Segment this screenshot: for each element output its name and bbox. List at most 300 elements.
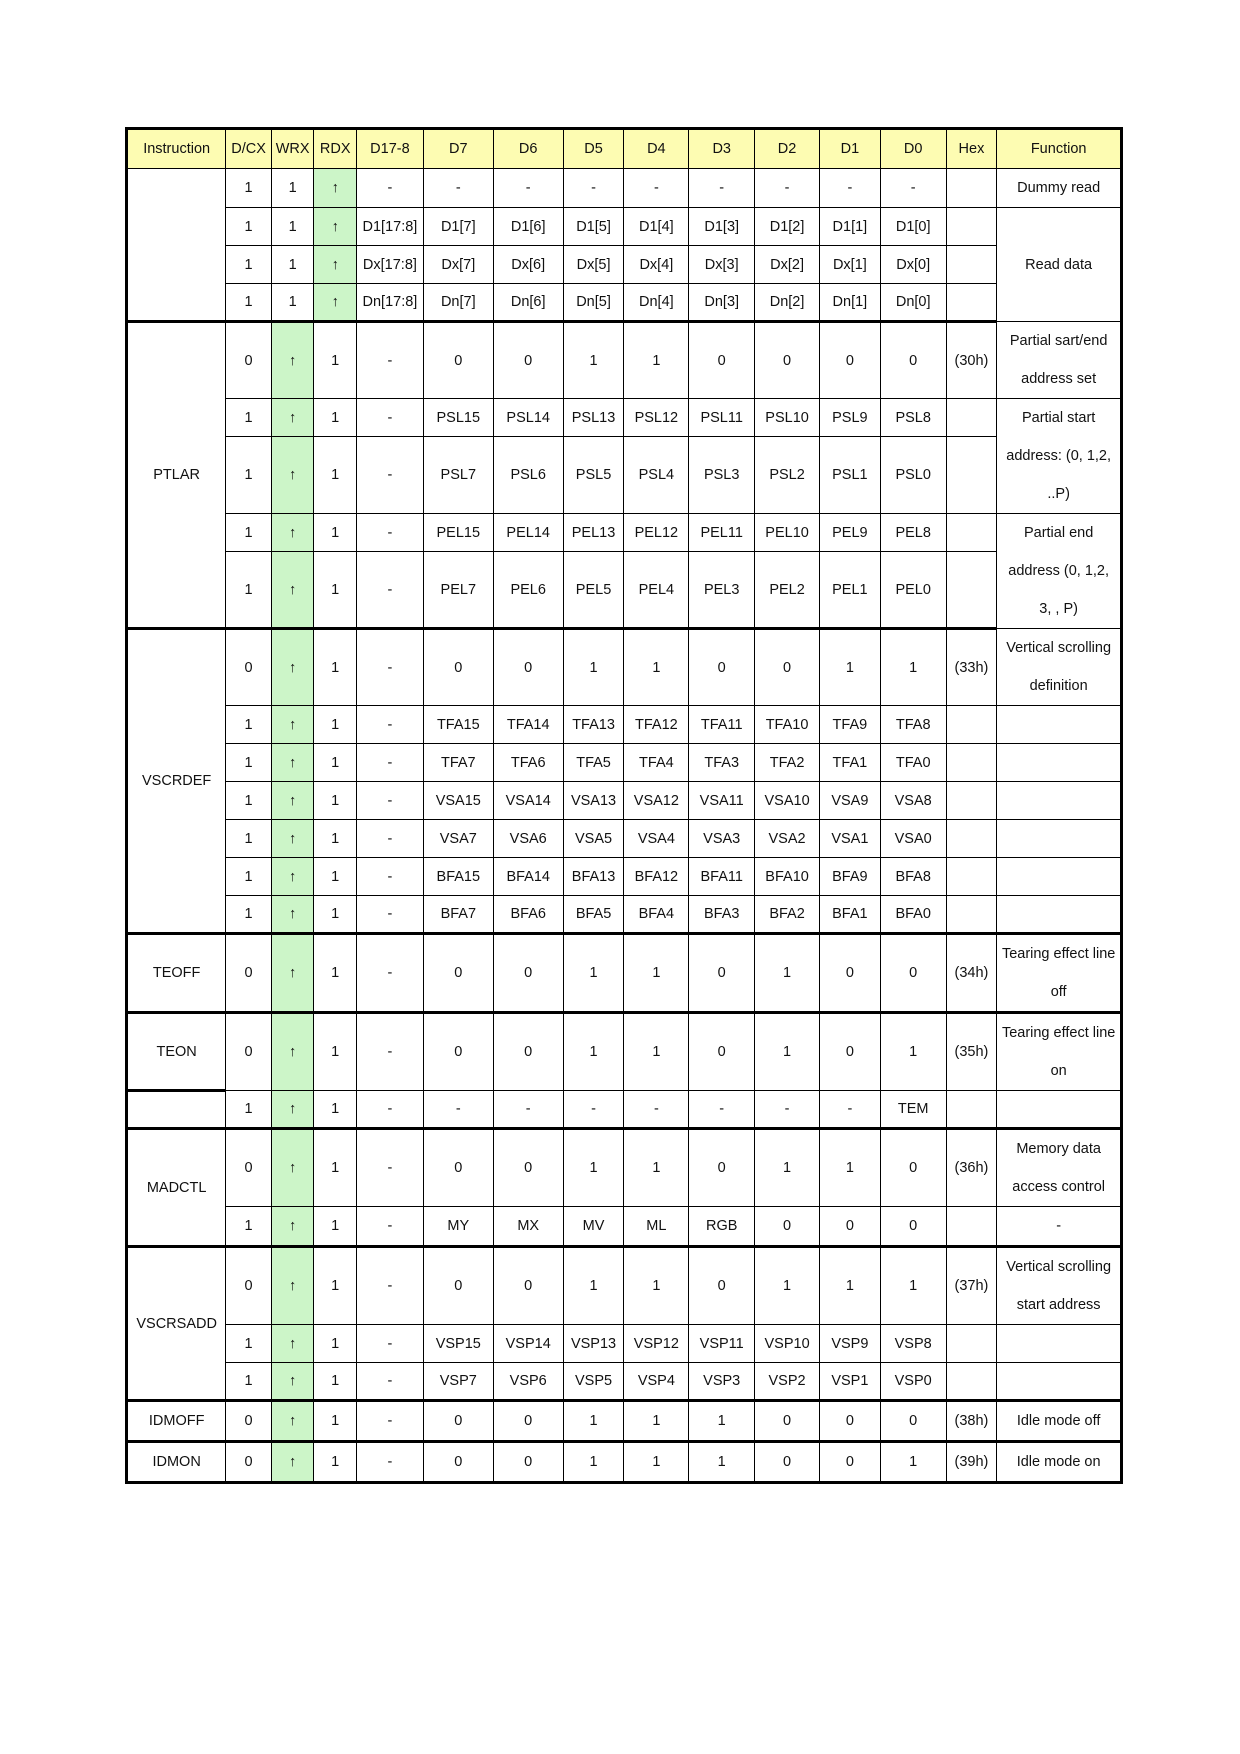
d7-cell: D1[7] (423, 208, 493, 246)
header-d7: D7 (423, 129, 493, 169)
d7-cell: PSL7 (423, 437, 493, 514)
d4-cell: VSP4 (624, 1363, 689, 1401)
header-d4: D4 (624, 129, 689, 169)
d7-cell: PEL7 (423, 552, 493, 629)
d3-cell: VSP3 (689, 1363, 755, 1401)
d178-cell: Dx[17:8] (356, 246, 423, 284)
d5-cell: 1 (563, 629, 624, 706)
rdx-cell: 1 (314, 1325, 357, 1363)
d3-cell: 1 (689, 1401, 755, 1442)
d7-cell: PEL15 (423, 514, 493, 552)
d6-cell: VSP14 (493, 1325, 563, 1363)
d2-cell: 0 (755, 322, 820, 399)
table-row (127, 1401, 1122, 1442)
wrx-cell: ↑ (271, 1442, 314, 1483)
d6-cell: BFA14 (493, 858, 563, 896)
d0-cell: PEL8 (880, 514, 946, 552)
d3-cell: 0 (689, 629, 755, 706)
d0-cell: VSP0 (880, 1363, 946, 1401)
d4-cell: Dn[4] (624, 284, 689, 322)
d0-cell: VSA0 (880, 820, 946, 858)
header-d3: D3 (689, 129, 755, 169)
d6-cell: - (493, 1091, 563, 1129)
d6-cell: VSA14 (493, 782, 563, 820)
instruction-cell: IDMON (127, 1442, 226, 1483)
d6-cell: VSA6 (493, 820, 563, 858)
d2-cell: 1 (755, 1129, 820, 1207)
d4-cell: 1 (624, 322, 689, 399)
rdx-cell: 1 (314, 322, 357, 399)
d6-cell: MX (493, 1207, 563, 1247)
dcx-cell: 1 (226, 399, 272, 437)
rdx-cell: ↑ (314, 246, 357, 284)
d2-cell: PEL10 (755, 514, 820, 552)
table-row (127, 1207, 1122, 1247)
hex-cell (946, 782, 997, 820)
d3-cell: PSL11 (689, 399, 755, 437)
wrx-cell: ↑ (271, 552, 314, 629)
wrx-cell: ↑ (271, 1091, 314, 1129)
table-row (127, 744, 1122, 782)
d4-cell: PEL4 (624, 552, 689, 629)
dcx-cell: 0 (226, 1129, 272, 1207)
d7-cell: 0 (423, 1013, 493, 1091)
wrx-cell: ↑ (271, 896, 314, 934)
d5-cell: - (563, 169, 624, 208)
hex-cell (946, 1091, 997, 1129)
d5-cell: 1 (563, 1401, 624, 1442)
d7-cell: - (423, 169, 493, 208)
header-row (127, 129, 1122, 169)
d1-cell: VSA9 (819, 782, 880, 820)
table-row (127, 322, 1122, 399)
wrx-cell: 1 (271, 246, 314, 284)
d178-cell: - (356, 1442, 423, 1483)
d6-cell: - (493, 169, 563, 208)
wrx-cell: 1 (271, 169, 314, 208)
d2-cell: TFA2 (755, 744, 820, 782)
d178-cell: - (356, 858, 423, 896)
d178-cell: - (356, 744, 423, 782)
d5-cell: 1 (563, 1013, 624, 1091)
d0-cell: D1[0] (880, 208, 946, 246)
hex-cell (946, 284, 997, 322)
d1-cell: PSL1 (819, 437, 880, 514)
table-row (127, 858, 1122, 896)
dcx-cell: 0 (226, 322, 272, 399)
table-row (127, 934, 1122, 1013)
d0-cell: 0 (880, 1401, 946, 1442)
d1-cell: TFA1 (819, 744, 880, 782)
header-d17-8: D17-8 (356, 129, 423, 169)
d0-cell: VSA8 (880, 782, 946, 820)
hex-cell (946, 706, 997, 744)
wrx-cell: ↑ (271, 1247, 314, 1325)
wrx-cell: ↑ (271, 934, 314, 1013)
d5-cell: 1 (563, 1442, 624, 1483)
d4-cell: D1[4] (624, 208, 689, 246)
d4-cell: 1 (624, 1247, 689, 1325)
header-d6: D6 (493, 129, 563, 169)
d2-cell: BFA10 (755, 858, 820, 896)
d6-cell: PSL6 (493, 437, 563, 514)
d5-cell: TFA13 (563, 706, 624, 744)
d3-cell: 0 (689, 1013, 755, 1091)
d178-cell: - (356, 782, 423, 820)
d4-cell: PSL4 (624, 437, 689, 514)
rdx-cell: 1 (314, 399, 357, 437)
wrx-cell: ↑ (271, 1363, 314, 1401)
d1-cell: 0 (819, 934, 880, 1013)
function-cell (997, 1091, 1122, 1129)
instruction-cell: VSCRSADD (127, 1247, 226, 1401)
hex-cell (946, 514, 997, 552)
table-row (127, 437, 1122, 514)
d2-cell: PSL10 (755, 399, 820, 437)
dcx-cell: 1 (226, 1207, 272, 1247)
d5-cell: VSP5 (563, 1363, 624, 1401)
d5-cell: PSL5 (563, 437, 624, 514)
table-row (127, 706, 1122, 744)
d6-cell: 0 (493, 629, 563, 706)
d7-cell: VSP15 (423, 1325, 493, 1363)
function-cell: Dummy read (997, 169, 1122, 208)
wrx-cell: ↑ (271, 399, 314, 437)
function-cell: Read data (997, 208, 1122, 322)
d5-cell: VSA5 (563, 820, 624, 858)
d1-cell: PEL1 (819, 552, 880, 629)
d6-cell: Dn[6] (493, 284, 563, 322)
function-cell (997, 858, 1122, 896)
d1-cell: VSP9 (819, 1325, 880, 1363)
d6-cell: Dx[6] (493, 246, 563, 284)
rdx-cell: ↑ (314, 208, 357, 246)
d5-cell: D1[5] (563, 208, 624, 246)
hex-cell: (30h) (946, 322, 997, 399)
dcx-cell: 1 (226, 169, 272, 208)
d3-cell: PSL3 (689, 437, 755, 514)
d4-cell: PSL12 (624, 399, 689, 437)
d178-cell: - (356, 934, 423, 1013)
rdx-cell: ↑ (314, 169, 357, 208)
d178-cell: - (356, 1013, 423, 1091)
table-row (127, 208, 1122, 246)
dcx-cell: 1 (226, 782, 272, 820)
function-cell: Tearing effect line on (997, 1013, 1122, 1091)
header-instruction: Instruction (127, 129, 226, 169)
function-cell (997, 744, 1122, 782)
dcx-cell: 1 (226, 858, 272, 896)
d1-cell: - (819, 169, 880, 208)
d1-cell: D1[1] (819, 208, 880, 246)
d0-cell: 1 (880, 1442, 946, 1483)
d6-cell: D1[6] (493, 208, 563, 246)
d178-cell: D1[17:8] (356, 208, 423, 246)
d1-cell: Dx[1] (819, 246, 880, 284)
d2-cell: - (755, 1091, 820, 1129)
d0-cell: 1 (880, 629, 946, 706)
d0-cell: 1 (880, 1013, 946, 1091)
d178-cell: - (356, 437, 423, 514)
d3-cell: Dx[3] (689, 246, 755, 284)
dcx-cell: 1 (226, 1363, 272, 1401)
d0-cell: 1 (880, 1247, 946, 1325)
d7-cell: PSL15 (423, 399, 493, 437)
rdx-cell: 1 (314, 1013, 357, 1091)
d7-cell: VSA15 (423, 782, 493, 820)
d6-cell: PEL6 (493, 552, 563, 629)
d5-cell: PEL5 (563, 552, 624, 629)
d6-cell: 0 (493, 934, 563, 1013)
d6-cell: PEL14 (493, 514, 563, 552)
d0-cell: TFA0 (880, 744, 946, 782)
d7-cell: BFA15 (423, 858, 493, 896)
d178-cell: - (356, 169, 423, 208)
d4-cell: 1 (624, 1013, 689, 1091)
d1-cell: 0 (819, 322, 880, 399)
d0-cell: BFA0 (880, 896, 946, 934)
d1-cell: 0 (819, 1401, 880, 1442)
d178-cell: - (356, 1401, 423, 1442)
function-cell (997, 782, 1122, 820)
hex-cell (946, 399, 997, 437)
d7-cell: 0 (423, 1129, 493, 1207)
d178-cell: - (356, 1363, 423, 1401)
d7-cell: 0 (423, 1401, 493, 1442)
d1-cell: 0 (819, 1442, 880, 1483)
d178-cell: - (356, 1091, 423, 1129)
dcx-cell: 1 (226, 820, 272, 858)
d0-cell: Dn[0] (880, 284, 946, 322)
instruction-cell: MADCTL (127, 1129, 226, 1247)
instruction-cell: TEOFF (127, 934, 226, 1013)
d5-cell: VSA13 (563, 782, 624, 820)
d178-cell: - (356, 322, 423, 399)
d2-cell: 1 (755, 1013, 820, 1091)
wrx-cell: ↑ (271, 1401, 314, 1442)
hex-cell (946, 246, 997, 284)
d6-cell: 0 (493, 1013, 563, 1091)
d178-cell: - (356, 706, 423, 744)
d5-cell: PEL13 (563, 514, 624, 552)
d0-cell: - (880, 169, 946, 208)
d1-cell: BFA9 (819, 858, 880, 896)
rdx-cell: 1 (314, 1247, 357, 1325)
hex-cell: (33h) (946, 629, 997, 706)
rdx-cell: ↑ (314, 284, 357, 322)
wrx-cell: ↑ (271, 1325, 314, 1363)
d4-cell: 1 (624, 1442, 689, 1483)
d6-cell: 0 (493, 1401, 563, 1442)
function-cell (997, 820, 1122, 858)
d1-cell: PEL9 (819, 514, 880, 552)
function-cell: Partial sart/end address set (997, 322, 1122, 399)
d4-cell: 1 (624, 1401, 689, 1442)
d4-cell: 1 (624, 934, 689, 1013)
rdx-cell: 1 (314, 629, 357, 706)
d0-cell: PSL0 (880, 437, 946, 514)
d5-cell: 1 (563, 934, 624, 1013)
d5-cell: BFA13 (563, 858, 624, 896)
d178-cell: - (356, 1207, 423, 1247)
function-cell: Partial end address (0, 1,2, 3, , P) (997, 514, 1122, 629)
d0-cell: PEL0 (880, 552, 946, 629)
d7-cell: MY (423, 1207, 493, 1247)
d5-cell: BFA5 (563, 896, 624, 934)
d5-cell: 1 (563, 1247, 624, 1325)
header-d2: D2 (755, 129, 820, 169)
d6-cell: TFA6 (493, 744, 563, 782)
d1-cell: 1 (819, 1247, 880, 1325)
hex-cell: (38h) (946, 1401, 997, 1442)
d7-cell: TFA15 (423, 706, 493, 744)
d2-cell: D1[2] (755, 208, 820, 246)
d0-cell: 0 (880, 322, 946, 399)
d2-cell: VSA2 (755, 820, 820, 858)
rdx-cell: 1 (314, 782, 357, 820)
d0-cell: VSP8 (880, 1325, 946, 1363)
d4-cell: 1 (624, 629, 689, 706)
d4-cell: Dx[4] (624, 246, 689, 284)
table-row (127, 246, 1122, 284)
d2-cell: TFA10 (755, 706, 820, 744)
rdx-cell: 1 (314, 1091, 357, 1129)
table-row (127, 1013, 1122, 1091)
wrx-cell: ↑ (271, 629, 314, 706)
d4-cell: - (624, 169, 689, 208)
dcx-cell: 0 (226, 1247, 272, 1325)
d1-cell: TFA9 (819, 706, 880, 744)
d6-cell: VSP6 (493, 1363, 563, 1401)
d3-cell: 0 (689, 1247, 755, 1325)
d1-cell: 0 (819, 1207, 880, 1247)
d3-cell: VSP11 (689, 1325, 755, 1363)
hex-cell (946, 820, 997, 858)
table-row (127, 1442, 1122, 1483)
rdx-cell: 1 (314, 1401, 357, 1442)
function-cell (997, 706, 1122, 744)
d178-cell: - (356, 896, 423, 934)
wrx-cell: ↑ (271, 1207, 314, 1247)
d0-cell: 0 (880, 934, 946, 1013)
d178-cell: - (356, 514, 423, 552)
header-d5: D5 (563, 129, 624, 169)
function-cell: Memory data access control (997, 1129, 1122, 1207)
table-row (127, 896, 1122, 934)
d3-cell: D1[3] (689, 208, 755, 246)
rdx-cell: 1 (314, 1129, 357, 1207)
header-d1: D1 (819, 129, 880, 169)
d5-cell: TFA5 (563, 744, 624, 782)
wrx-cell: ↑ (271, 858, 314, 896)
function-cell (997, 896, 1122, 934)
command-table (125, 127, 1123, 1484)
d2-cell: Dx[2] (755, 246, 820, 284)
dcx-cell: 1 (226, 744, 272, 782)
table-row (127, 1363, 1122, 1401)
wrx-cell: ↑ (271, 1129, 314, 1207)
rdx-cell: 1 (314, 820, 357, 858)
d178-cell: - (356, 1325, 423, 1363)
d7-cell: VSP7 (423, 1363, 493, 1401)
function-cell: Vertical scrolling start address (997, 1247, 1122, 1325)
d0-cell: Dx[0] (880, 246, 946, 284)
d2-cell: BFA2 (755, 896, 820, 934)
d2-cell: 1 (755, 934, 820, 1013)
d3-cell: VSA11 (689, 782, 755, 820)
d4-cell: BFA4 (624, 896, 689, 934)
wrx-cell: 1 (271, 208, 314, 246)
d178-cell: - (356, 820, 423, 858)
d6-cell: 0 (493, 1247, 563, 1325)
dcx-cell: 1 (226, 284, 272, 322)
d2-cell: 0 (755, 1207, 820, 1247)
function-cell: Vertical scrolling definition (997, 629, 1122, 706)
header-function: Function (997, 129, 1122, 169)
d0-cell: TEM (880, 1091, 946, 1129)
rdx-cell: 1 (314, 1363, 357, 1401)
d5-cell: Dx[5] (563, 246, 624, 284)
d5-cell: 1 (563, 322, 624, 399)
d0-cell: TFA8 (880, 706, 946, 744)
d1-cell: VSP1 (819, 1363, 880, 1401)
d178-cell: - (356, 1247, 423, 1325)
d2-cell: 1 (755, 1247, 820, 1325)
wrx-cell: ↑ (271, 322, 314, 399)
hex-cell (946, 1207, 997, 1247)
d178-cell: - (356, 629, 423, 706)
d2-cell: 0 (755, 629, 820, 706)
hex-cell (946, 1325, 997, 1363)
dcx-cell: 0 (226, 1013, 272, 1091)
d1-cell: Dn[1] (819, 284, 880, 322)
wrx-cell: ↑ (271, 744, 314, 782)
dcx-cell: 0 (226, 1442, 272, 1483)
dcx-cell: 0 (226, 1401, 272, 1442)
d4-cell: TFA12 (624, 706, 689, 744)
d5-cell: PSL13 (563, 399, 624, 437)
instruction-cell (127, 169, 226, 322)
header-d0: D0 (880, 129, 946, 169)
wrx-cell: ↑ (271, 514, 314, 552)
d4-cell: BFA12 (624, 858, 689, 896)
d3-cell: BFA3 (689, 896, 755, 934)
d1-cell: VSA1 (819, 820, 880, 858)
d5-cell: Dn[5] (563, 284, 624, 322)
d2-cell: VSA10 (755, 782, 820, 820)
dcx-cell: 1 (226, 208, 272, 246)
dcx-cell: 1 (226, 437, 272, 514)
dcx-cell: 1 (226, 706, 272, 744)
table-row (127, 284, 1122, 322)
d3-cell: PEL3 (689, 552, 755, 629)
instruction-cell: VSCRDEF (127, 629, 226, 934)
d7-cell: 0 (423, 1247, 493, 1325)
table-row (127, 629, 1122, 706)
d0-cell: 0 (880, 1207, 946, 1247)
hex-cell: (37h) (946, 1247, 997, 1325)
d4-cell: - (624, 1091, 689, 1129)
hex-cell (946, 858, 997, 896)
table-row (127, 1129, 1122, 1207)
d7-cell: 0 (423, 934, 493, 1013)
d7-cell: 0 (423, 1442, 493, 1483)
d7-cell: VSA7 (423, 820, 493, 858)
d3-cell: 0 (689, 934, 755, 1013)
d1-cell: PSL9 (819, 399, 880, 437)
d6-cell: BFA6 (493, 896, 563, 934)
d2-cell: 0 (755, 1401, 820, 1442)
